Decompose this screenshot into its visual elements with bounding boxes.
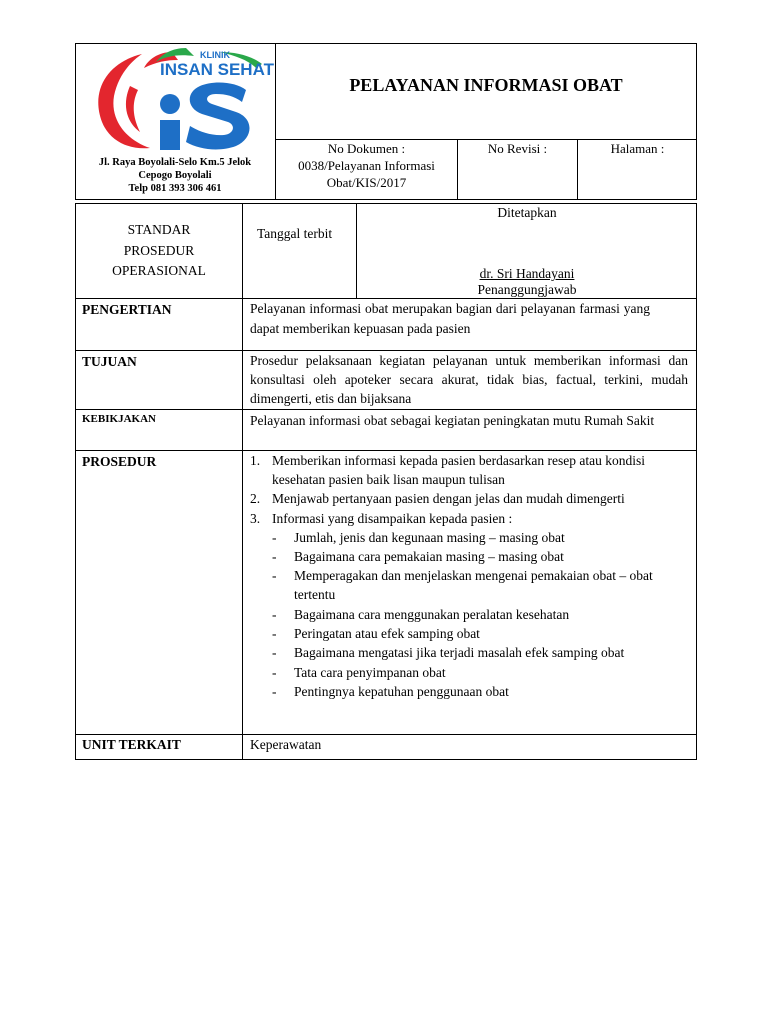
logo-small-text: KLINIK xyxy=(200,50,230,60)
procedure-step: Menjawab pertanyaan pasien dengan jelas dan mudah dimengerti xyxy=(272,491,625,506)
table-divider xyxy=(242,203,243,760)
bullet-dash: - xyxy=(272,665,277,680)
section-text-tujuan: Prosedur pelaksanaan kegiatan pelayanan untuk memberikan informasi dan konsultasi oleh apoteker secara akurat, tidak bias, factual, terkini, mudah dimengerti, etis dan bijaksana xyxy=(250,353,688,406)
issue-date-label: Tanggal terbit xyxy=(257,226,333,241)
bullet-dash: - xyxy=(272,549,277,564)
procedure-step-number: 2. xyxy=(250,491,261,506)
procedure-step: Memberikan informasi kepada pasien berdasarkan resep atau kondisi kesehatan pasien baik lisan maupun tulisan xyxy=(272,453,645,487)
approver-name: dr. Sri Handayani xyxy=(479,266,575,281)
bullet-dash: - xyxy=(272,568,277,583)
bullet-dash: - xyxy=(272,645,277,660)
doc-number-value: 0038/Pelayanan Informasi xyxy=(298,158,435,173)
sop-label-line: PROSEDUR xyxy=(123,242,195,258)
address-line-2: Cepogo Boyolali xyxy=(138,170,212,181)
section-label-unit-terkait: UNIT TERKAIT xyxy=(82,737,181,752)
doc-number-label: No Dokumen : xyxy=(327,141,406,156)
bullet-dash: - xyxy=(272,684,277,699)
logo-name: INSAN SEHAT xyxy=(160,60,274,79)
clinic-phone: Telp 081 393 306 461 xyxy=(128,183,222,194)
approver-role: Penanggungjawab xyxy=(477,282,577,297)
procedure-bullet: Tata cara penyimpanan obat xyxy=(294,665,446,680)
address-line-1: Jl. Raya Boyolali-Selo Km.5 Jelok xyxy=(98,157,252,168)
section-label-tujuan: TUJUAN xyxy=(82,354,137,369)
procedure-bullet: Bagaimana mengatasi jika terjadi masalah efek samping obat xyxy=(294,645,625,660)
section-label-prosedur: PROSEDUR xyxy=(82,454,157,469)
procedure-bullet: Bagaimana cara menggunakan peralatan kesehatan xyxy=(294,607,570,622)
procedure-step-number: 3. xyxy=(250,511,261,526)
section-label-kebijakan: KEBIKJAKAN xyxy=(82,413,156,425)
procedure-bullet: Pentingnya kepatuhan penggunaan obat xyxy=(294,684,509,699)
approved-label: Ditetapkan xyxy=(497,205,557,220)
section-text-pengertian: Pelayanan informasi obat merupakan bagian dari pelayanan farmasi yang dapat memberikan kepuasan pada pasien xyxy=(250,301,650,336)
procedure-step-number: 1. xyxy=(250,453,261,468)
doc-number-value: Obat/KIS/2017 xyxy=(326,175,407,190)
bullet-dash: - xyxy=(272,530,277,545)
document-title: PELAYANAN INFORMASI OBAT xyxy=(349,75,623,95)
sop-label xyxy=(76,220,242,282)
procedure-bullet: Bagaimana cara pemakaian masing – masing obat xyxy=(294,549,564,564)
procedure-bullet: Peringatan atau efek samping obat xyxy=(294,626,480,641)
bullet-dash: - xyxy=(272,607,277,622)
procedure-bullet: Memperagakan dan menjelaskan mengenai pemakaian obat – obat tertentu xyxy=(294,568,653,602)
section-text-kebijakan: Pelayanan informasi obat sebagai kegiatan peningkatan mutu Rumah Sakit xyxy=(250,413,655,428)
procedure-bullet: Jumlah, jenis dan kegunaan masing – masing obat xyxy=(294,530,565,545)
procedure-step: Informasi yang disampaikan kepada pasien : xyxy=(272,511,513,526)
section-text-unit-terkait: Keperawatan xyxy=(250,737,322,752)
revision-label: No Revisi : xyxy=(487,141,548,156)
sop-label-line: OPERASIONAL xyxy=(112,263,206,278)
sop-label-line: STANDAR xyxy=(127,222,191,237)
section-label-pengertian: PENGERTIAN xyxy=(82,302,172,317)
clinic-address xyxy=(78,156,272,195)
page-label: Halaman : xyxy=(610,141,665,156)
table-divider xyxy=(75,409,697,410)
bullet-dash: - xyxy=(272,626,277,641)
doc-number xyxy=(276,140,457,191)
